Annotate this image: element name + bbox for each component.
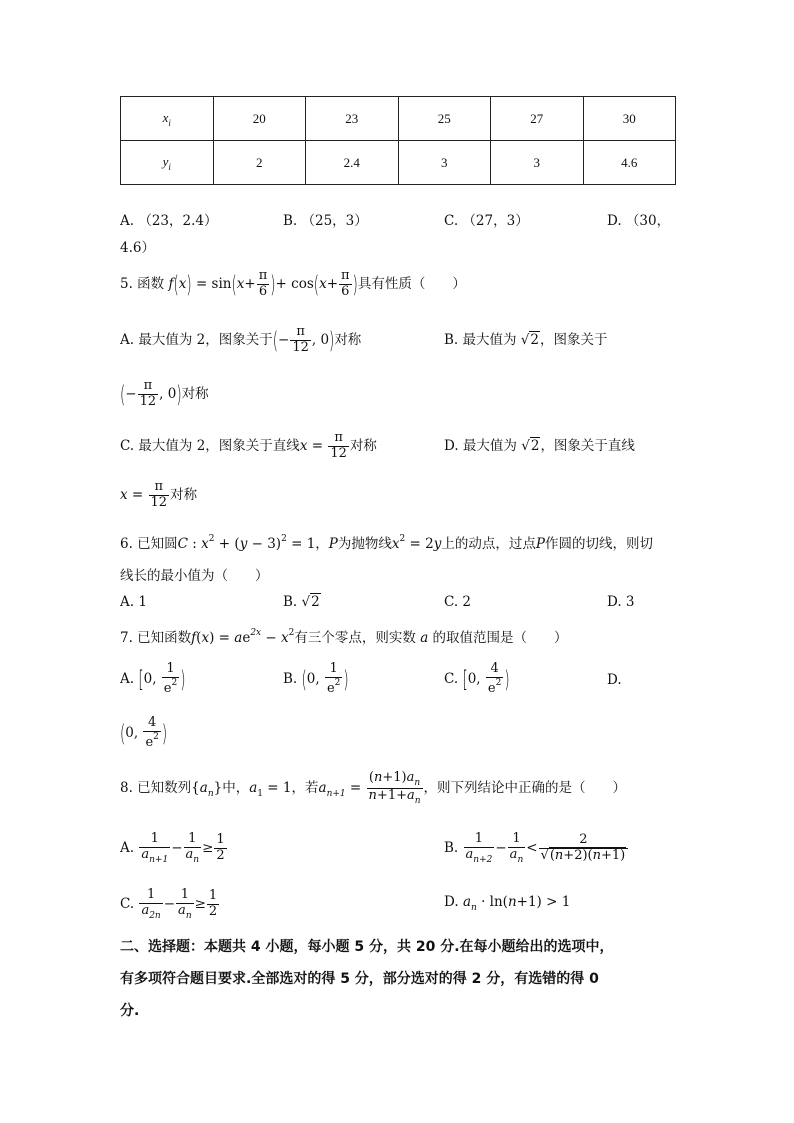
- table-cell: 2: [213, 141, 306, 185]
- data-table: [120, 96, 676, 185]
- q7-a-label: A.: [120, 671, 135, 687]
- table-cell: 25: [398, 97, 491, 141]
- q7-option-d-cont: (0, $\frac{4}{e^2}$ ): [120, 715, 168, 750]
- section2-line1: 二、选择题：本题共 4 小题，每小题 5 分，共 20 分.在每小题给出的选项中，: [120, 939, 614, 955]
- q8-d-label: D.: [444, 894, 459, 910]
- table-cell: 3: [491, 141, 584, 185]
- q5-prefix: 5. 函数: [120, 276, 165, 292]
- q8-c-label: C.: [120, 896, 135, 912]
- x-sub: i: [168, 117, 171, 128]
- q5-option-d: D. 最大值为 √2，图象关于直线: [444, 438, 635, 454]
- q8-suffix: ，则下列结论中正确的是（ ）: [423, 780, 627, 796]
- q6-text-e: 作圆的切线，则切: [544, 536, 653, 552]
- q8-a-label: A.: [120, 840, 135, 856]
- table-row-y: [121, 141, 676, 185]
- table-cell: 27: [491, 97, 584, 141]
- q6-option-a: A. 1: [120, 594, 147, 610]
- formula: f: [168, 276, 174, 292]
- q6-option-c: C. 2: [444, 594, 472, 610]
- y-sub: i: [168, 161, 171, 172]
- section2-line3: 分.: [120, 1003, 140, 1019]
- q6-text-d: 上的动点，过点: [441, 536, 536, 552]
- q7-option-a: A. [0, $\frac{1}{e^2}$ ): [120, 661, 186, 696]
- q5-d-suffix: ，图象关于直线: [540, 438, 635, 454]
- q8-option-c: C. $\frac{1}{a_{2n}}$ − $\frac{1}{a_n}$ ≥ $\frac{1}{2}$: [120, 886, 218, 921]
- q7-suffix: 有三个零点，则实数: [294, 630, 416, 646]
- y-label: y: [162, 153, 169, 169]
- q6-option-d: D. 3: [607, 594, 635, 610]
- q5-stem: 5. 函数 f(x) = sin(x+ $\frac{\pi}{6}$ )+ cos(x+ $\frac{\pi}{6}$ )具有性质（ ）: [120, 268, 466, 299]
- q4-option-c: C. （27，3）: [444, 213, 529, 229]
- table-cell: 30: [583, 97, 676, 141]
- q5-c-prefix: C. 最大值为 2，图象关于直线: [120, 438, 300, 454]
- q4-option-a: A. （23，2.4）: [120, 213, 218, 229]
- q5-c-suffix: 对称: [349, 438, 377, 454]
- q6-stem-line1: 6. 已知圆C : $x^2 + (y - 3)^2 = 1$，P为抛物线$x^2 = 2y$上的动点，过点P作圆的切线，则切: [120, 534, 653, 552]
- q5-option-d-cont: x = $\frac{\pi}{12}$ 对称: [120, 479, 198, 510]
- row-header-x: [121, 97, 214, 141]
- q5-option-c: C. 最大值为 2，图象关于直线x = $\frac{\pi}{12}$ 对称: [120, 430, 377, 461]
- q8-prefix: 8. 已知数列: [120, 780, 192, 796]
- q8-option-a: A. $\frac{1}{a_{n+1}}$ − $\frac{1}{a_n}$ ≥ $\frac{1}{2}$: [120, 830, 225, 865]
- table-cell: 20: [213, 97, 306, 141]
- q8-option-d: D. $a_n \cdot \ln(n+1) > 1$: [444, 894, 571, 913]
- q6-b-prefix: B.: [283, 594, 298, 610]
- q7-stem: 7. 已知函数$f(x) = ae^{2x} - x^2$有三个零点，则实数 a 的取值范围是（ ）: [120, 628, 568, 646]
- q7-b-label: B.: [283, 671, 298, 687]
- q4-option-d-cont: 4.6）: [120, 240, 155, 256]
- x-label: x: [162, 109, 169, 125]
- q5-a-suffix: 对称: [334, 332, 362, 348]
- q6-text-a: 6. 已知圆: [120, 536, 178, 552]
- q4-option-b: B. （25，3）: [283, 213, 368, 229]
- table-cell: 4.6: [583, 141, 676, 185]
- q7-suffix2: 的取值范围是（ ）: [432, 630, 568, 646]
- q7-option-d: D.: [607, 672, 622, 688]
- q5-option-b: B. 最大值为 √2，图象关于: [444, 332, 608, 348]
- q7-option-b: B. (0, $\frac{1}{e^2}$ ): [283, 661, 349, 696]
- q5-a-prefix: A. 最大值为 2，图象关于: [120, 332, 273, 348]
- q8-mid2: ，若: [291, 780, 319, 796]
- q6-text-c: 为抛物线: [337, 536, 392, 552]
- q8-mid1: 中，: [222, 780, 250, 796]
- q7-c-label: C.: [444, 671, 459, 687]
- q7-option-c: C. [0, $\frac{4}{e^2}$ ): [444, 661, 510, 696]
- table-cell: 23: [306, 97, 399, 141]
- q5-d-prefix: D. 最大值为: [444, 438, 517, 454]
- q6-stem-line2: 线长的最小值为（ ）: [120, 568, 269, 584]
- table-cell: 3: [398, 141, 491, 185]
- q5-option-a: A. 最大值为 2，图象关于(− $\frac{\pi}{12}$ , 0)对称: [120, 324, 362, 355]
- table-row-x: [121, 97, 676, 141]
- q5-b-suffix: ，图象关于: [540, 332, 608, 348]
- q5-option-b-cont: (− $\frac{\pi}{12}$ , 0)对称: [120, 378, 209, 409]
- row-header-y: [121, 141, 214, 185]
- q5-b-prefix: B. 最大值为: [444, 332, 517, 348]
- q5-suffix: 具有性质（ ）: [357, 276, 466, 292]
- table-cell: 2.4: [306, 141, 399, 185]
- q6-option-b: B. √2: [283, 594, 320, 610]
- q8-option-b: B. $\frac{1}{a_{n+2}}$ − $\frac{1}{a_n}$ < $\frac{2}{√(n+2)(n+1)}$: [444, 830, 629, 866]
- q8-stem: 8. 已知数列$\{a_n\}$中，$a_1 = 1$，若$a_{n+1}$ = $\frac{(n+1)a_n}{n+1+a_n}$ ，则下列结论中正确的是（ ）: [120, 769, 627, 806]
- q5-b-line2-suffix: 对称: [181, 386, 209, 402]
- q8-b-label: B.: [444, 840, 459, 856]
- q4-option-d: D. （30，: [607, 213, 671, 229]
- section2-line2: 有多项符合题目要求.全部选对的得 5 分，部分选对的得 2 分，有选错的得 0: [120, 971, 599, 987]
- q5-d-line2-suffix: 对称: [170, 487, 198, 503]
- q6-text-b: ，: [315, 536, 329, 552]
- q7-prefix: 7. 已知函数: [120, 630, 192, 646]
